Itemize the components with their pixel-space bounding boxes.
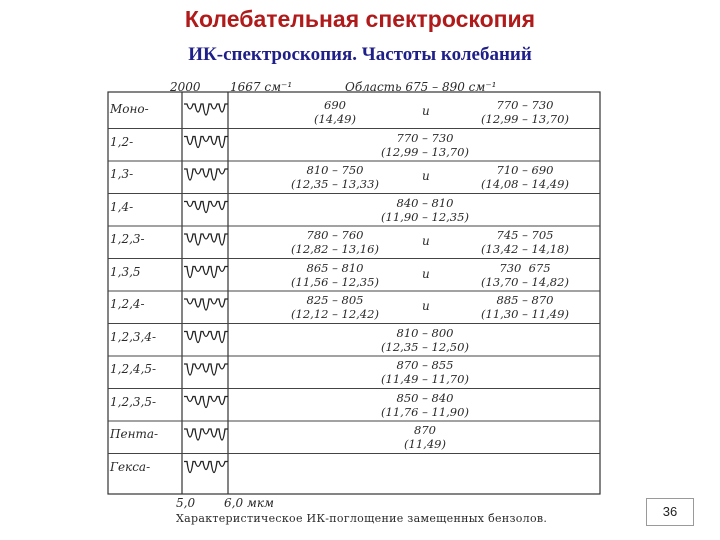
- spectrum-trace: [184, 332, 228, 343]
- row-label: 1,2,3,4-: [110, 329, 157, 344]
- axis-label-5: 5,0: [176, 496, 196, 510]
- spectrum-trace: [184, 104, 228, 115]
- frequency-left: 825 – 805 (12,12 – 12,42): [291, 293, 379, 321]
- row-label: 1,2,3-: [110, 232, 145, 246]
- frequency-right: 710 – 690 (14,08 – 14,49): [481, 163, 569, 191]
- slide-subtitle: ИК-спектроскопия. Частоты колебаний: [188, 44, 532, 65]
- spectrum-trace: [184, 462, 228, 473]
- frequency-center: 870 (11,49): [404, 423, 446, 451]
- spectrum-trace: [184, 234, 228, 245]
- spectrum-trace: [184, 299, 228, 310]
- row-label: 1,2,4,5-: [110, 362, 157, 376]
- conjunction: и: [422, 299, 430, 313]
- frequency-center: 840 – 810 (11,90 – 12,35): [381, 195, 469, 224]
- figure-caption: Характеристическое ИК-поглощение замещенных бензолов.: [176, 512, 548, 525]
- conjunction: и: [422, 266, 430, 281]
- frequency-center: 770 – 730 (12,99 – 13,70): [381, 130, 469, 159]
- frequency-left: 810 – 750 (12,35 – 13,33): [291, 163, 379, 191]
- header-wavenumber-1667: 1667 см⁻¹: [230, 80, 293, 94]
- frequency-right: 770 – 730 (12,99 – 13,70): [481, 98, 569, 126]
- row-label: 1,2,3,5-: [110, 394, 157, 409]
- frequency-right: 730 675 (13,70 – 14,82): [481, 260, 569, 289]
- page-number: 36: [646, 498, 694, 526]
- conjunction: и: [422, 169, 430, 183]
- spectrum-trace: [184, 267, 228, 278]
- header-wavenumber-2000: 2000: [170, 80, 201, 94]
- spectrum-trace: [184, 397, 228, 408]
- frequency-left: 780 – 760 (12,82 – 13,16): [291, 228, 379, 256]
- frequency-left: 690 (14,49): [314, 98, 356, 126]
- row-label: Гекса-: [110, 459, 151, 474]
- row-label: Пента-: [110, 427, 159, 441]
- row-label: 1,2,4-: [110, 297, 145, 311]
- conjunction: и: [422, 234, 430, 248]
- spectrum-trace: [184, 137, 228, 148]
- frequency-center: 810 – 800 (12,35 – 12,50): [381, 325, 469, 354]
- conjunction: и: [422, 104, 430, 118]
- spectrum-trace: [184, 429, 228, 440]
- frequency-right: 745 – 705 (13,42 – 14,18): [481, 228, 569, 256]
- frequency-center: 870 – 855 (11,49 – 11,70): [381, 358, 469, 386]
- frequency-center: 850 – 840 (11,76 – 11,90): [381, 390, 469, 419]
- spectrum-trace: [184, 169, 228, 180]
- frequency-left: 865 – 810 (11,56 – 12,35): [291, 260, 379, 289]
- row-label: Моно-: [110, 102, 149, 116]
- slide-title: Колебательная спектроскопия: [184, 6, 536, 32]
- frequency-right: 885 – 870 (11,30 – 11,49): [481, 293, 569, 321]
- row-label: 1,3-: [110, 167, 134, 181]
- spectrum-trace: [184, 202, 228, 213]
- row-label: 1,4-: [110, 199, 134, 214]
- spectrum-trace: [184, 364, 228, 375]
- axis-label-6: 6,0 мкм: [224, 496, 274, 510]
- header-region: Область 675 – 890 см⁻¹: [345, 80, 497, 94]
- row-label: 1,3,5: [110, 264, 141, 279]
- row-label: 1,2-: [110, 134, 134, 149]
